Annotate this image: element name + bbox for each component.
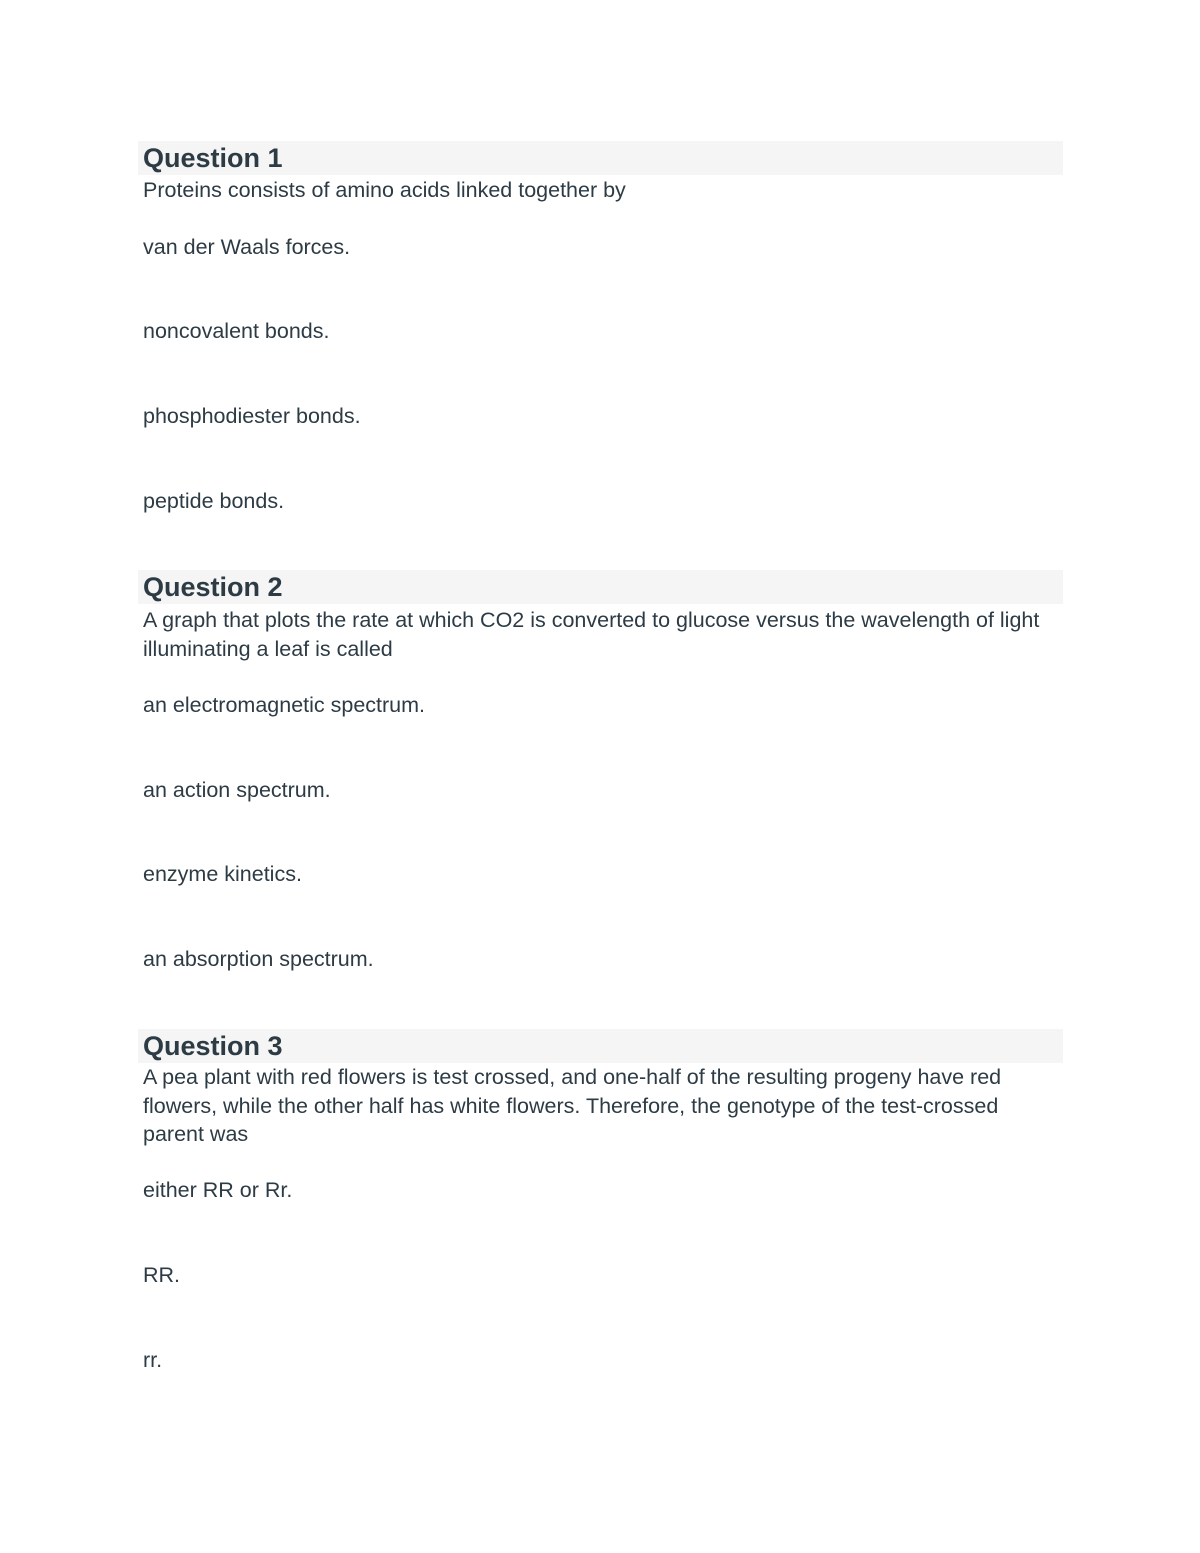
question-3-text: A pea plant with red flowers is test crossed, and one-half of the resulting progeny have red flowers, while the other half has white flowers. Therefore, the genotype of the test-crossed parent was [143, 1065, 1002, 1146]
question-2-answer-3[interactable]: enzyme kinetics. [143, 862, 302, 886]
question-1-text: Proteins consists of amino acids linked together by [143, 178, 626, 202]
question-1-title: Question 1 [143, 143, 283, 173]
question-1-answer-1[interactable]: van der Waals forces. [143, 235, 351, 259]
question-1-answer-4[interactable]: peptide bonds. [143, 489, 285, 513]
question-3-answer-1[interactable]: either RR or Rr. [143, 1178, 293, 1202]
question-3-answer-2[interactable]: RR. [143, 1263, 181, 1287]
question-1-answer-2[interactable]: noncovalent bonds. [143, 319, 330, 343]
question-2-title: Question 2 [143, 572, 283, 602]
question-2-text: A graph that plots the rate at which CO2 is converted to glucose versus the wavelength of light illuminating a leaf is called [143, 608, 1040, 661]
question-2-answer-4[interactable]: an absorption spectrum. [143, 947, 374, 971]
question-2-answer-2[interactable]: an action spectrum. [143, 778, 331, 802]
question-1-answer-3[interactable]: phosphodiester bonds. [143, 404, 361, 428]
question-3-answer-3[interactable]: rr. [143, 1348, 163, 1372]
question-2-answer-1[interactable]: an electromagnetic spectrum. [143, 693, 426, 717]
question-3-title: Question 3 [143, 1031, 283, 1061]
